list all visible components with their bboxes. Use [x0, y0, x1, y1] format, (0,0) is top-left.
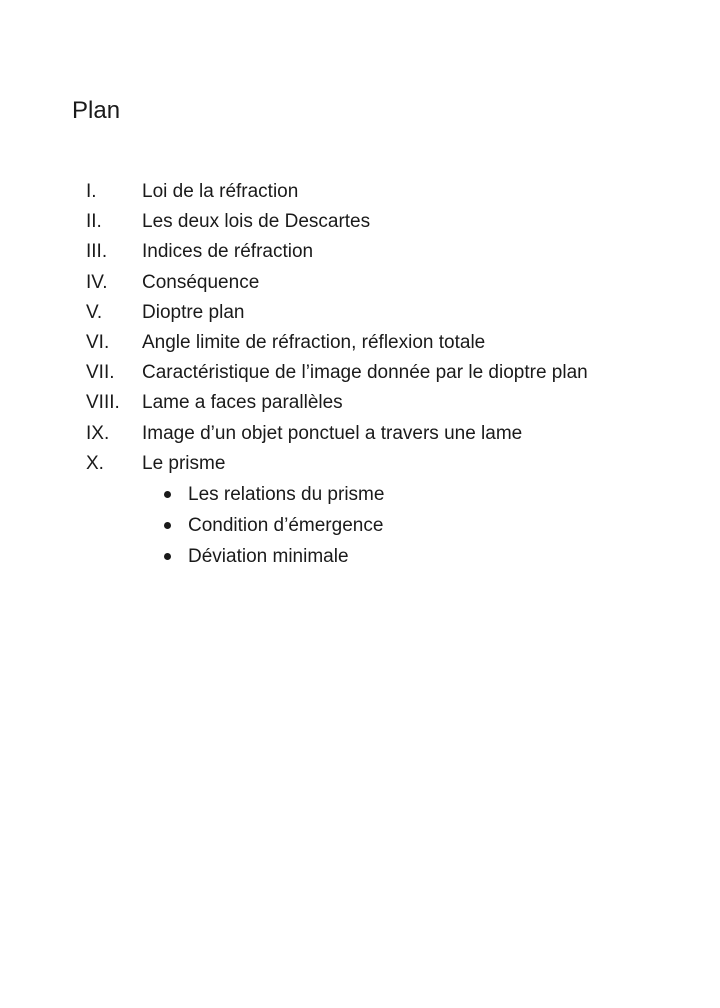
toc-label: Conséquence [142, 271, 260, 293]
toc-numeral: III. [86, 241, 108, 263]
toc-label: Le prisme [142, 452, 226, 474]
toc-numeral: VIII. [86, 392, 120, 414]
toc-label: Image d’un objet ponctuel a travers une lame [142, 422, 523, 444]
toc-numeral: VII. [86, 362, 115, 384]
bullet-icon [164, 553, 171, 560]
toc-label: Lame a faces parallèles [142, 392, 343, 414]
sub-item-label: Condition d’émergence [188, 515, 384, 536]
bullet-icon [164, 491, 171, 498]
sub-item-label: Déviation minimale [188, 546, 349, 567]
toc-label: Angle limite de réfraction, réflexion totale [142, 331, 486, 353]
toc-label: Loi de la réfraction [142, 181, 299, 202]
toc-numeral: X. [86, 452, 104, 474]
sub-item-label: Les relations du prisme [188, 484, 385, 505]
page-title: Plan [72, 97, 121, 124]
toc-label: Les deux lois de Descartes [142, 211, 371, 233]
toc-numeral: VI. [86, 331, 110, 353]
toc-label: Caractéristique de l’image donnée par le dioptre plan [142, 362, 588, 384]
toc-numeral: II. [86, 211, 102, 233]
bullet-icon [164, 522, 171, 529]
toc-numeral: V. [86, 301, 103, 323]
toc-numeral: IV. [86, 271, 108, 293]
toc-label: Dioptre plan [142, 301, 245, 323]
toc-numeral: I. [86, 181, 97, 202]
toc-label: Indices de réfraction [142, 241, 314, 263]
toc-numeral: IX. [86, 422, 110, 444]
